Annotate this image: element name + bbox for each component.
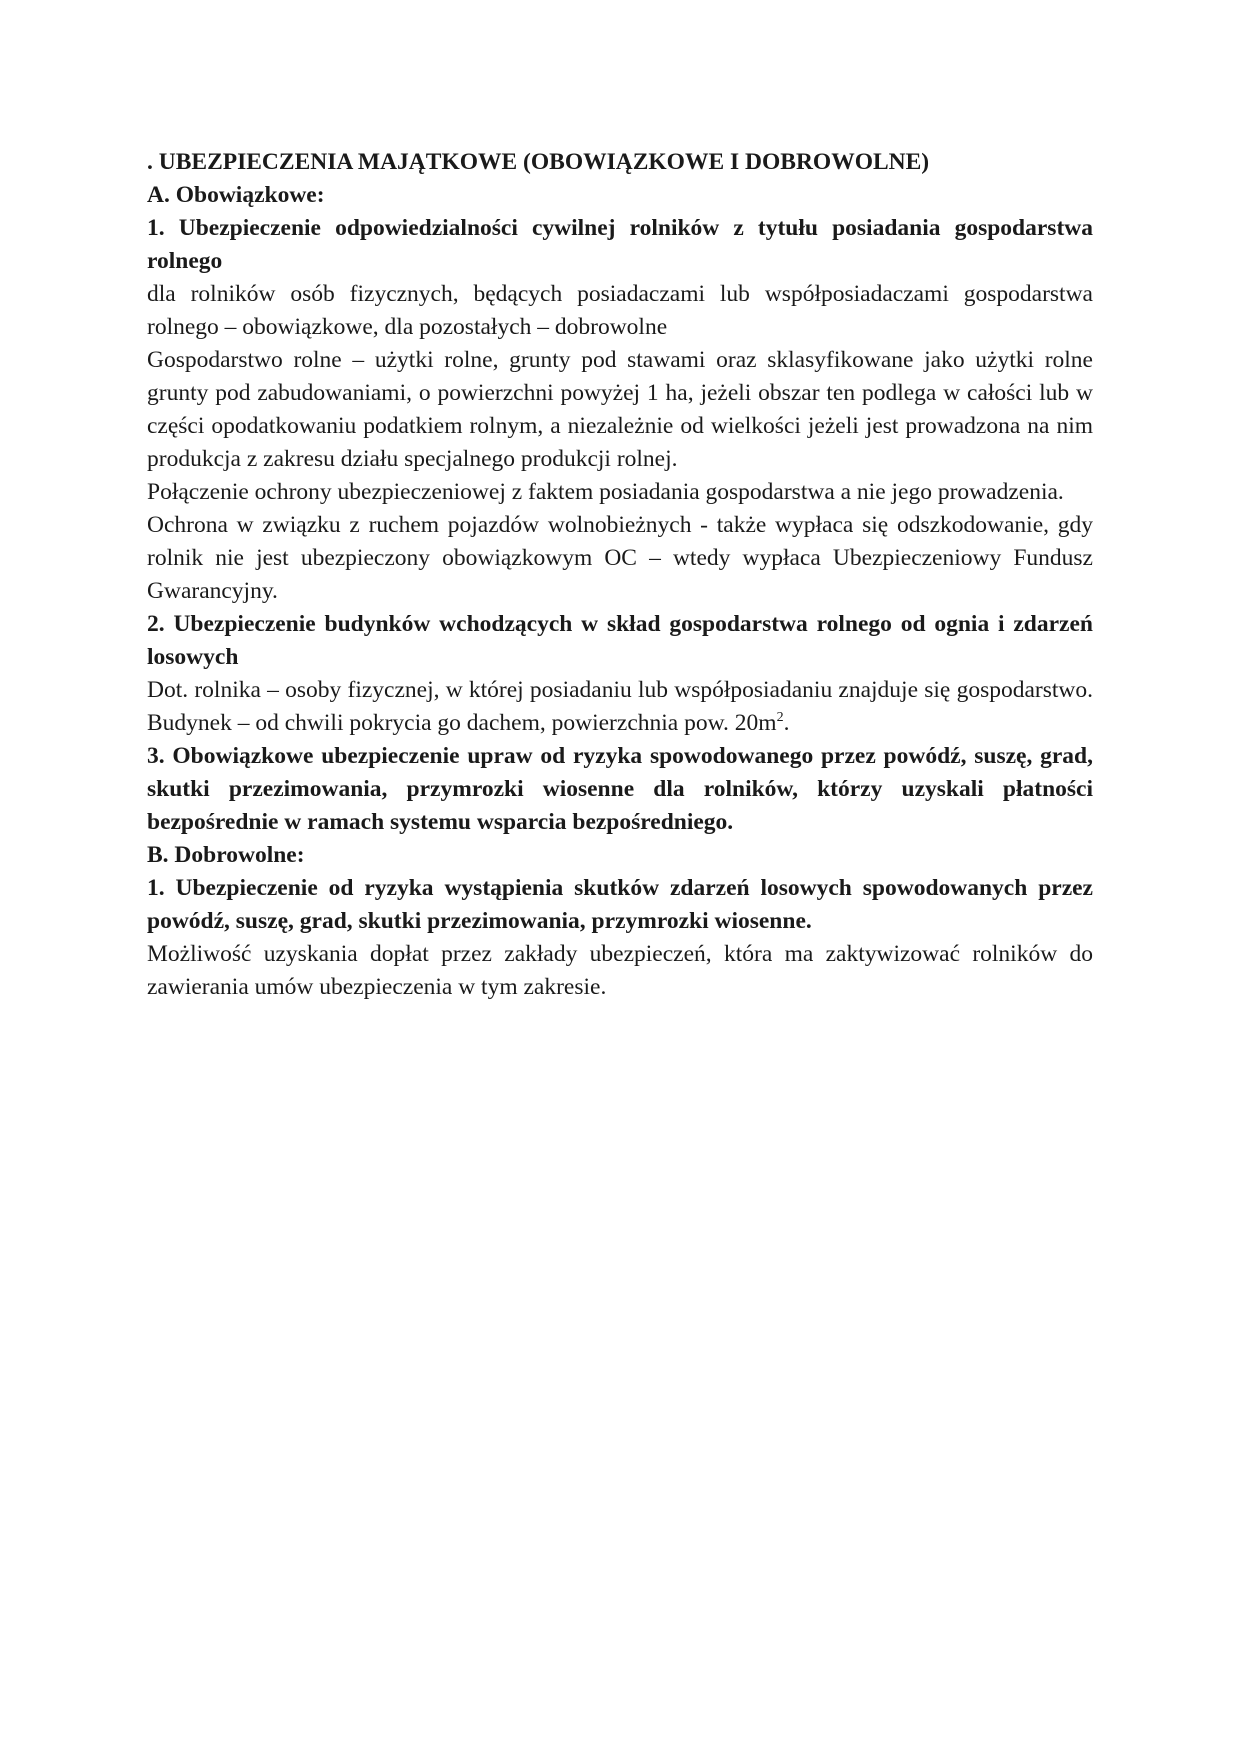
section-a2-paragraph-1-text: Dot. rolnika – osoby fizycznej, w której posiadaniu lub współposiadaniu znajduje się gospodarstwo. Budynek – od chwili pokrycia go dachem, powierzchnia pow. 20m [147, 677, 1093, 736]
section-a3-heading: 3. Obowiązkowe ubezpieczenie upraw od ryzyka spowodowanego przez powódź, suszę, grad, skutki przezimowania, przymrozki wiosenne dla rolników, którzy uzyskali płatności bezpośrednie w ramach systemu wsparcia bezpośredniego. [147, 743, 1093, 835]
document-body [147, 146, 1093, 1004]
section-a2-paragraph-1-end: . [783, 710, 790, 736]
section-a2-paragraph-1 [147, 674, 1093, 740]
section-a1-paragraph-3: Połączenie ochrony ubezpieczeniowej z faktem posiadania gospodarstwa a nie jego prowadzenia. [147, 479, 1064, 505]
section-b1-paragraph-1: Możliwość uzyskania dopłat przez zakłady ubezpieczeń, która ma zaktywizować rolników do zawierania umów ubezpieczenia w tym zakresie. [147, 941, 1093, 1000]
section-b1-heading: 1. Ubezpieczenie od ryzyka wystąpienia skutków zdarzeń losowych spowodowanych przez powódź, suszę, grad, skutki przezimowania, przymrozki wiosenne. [147, 875, 1093, 934]
section-b-heading: B. Dobrowolne: [147, 842, 305, 868]
superscript-2: 2 [776, 710, 784, 726]
section-a1-heading: 1. Ubezpieczenie odpowiedzialności cywilnej rolników z tytułu posiadania gospodarstwa rolnego [147, 215, 1093, 274]
section-a1-paragraph-1: dla rolników osób fizycznych, będących posiadaczami lub współposiadaczami gospodarstwa rolnego – obowiązkowe, dla pozostałych – dobrowolne [147, 281, 1093, 340]
section-a2-heading: 2. Ubezpieczenie budynków wchodzących w skład gospodarstwa rolnego od ognia i zdarzeń losowych [147, 611, 1093, 670]
document-title: . UBEZPIECZENIA MAJĄTKOWE (OBOWIĄZKOWE I DOBROWOLNE) [147, 149, 930, 175]
section-a-heading: A. Obowiązkowe: [147, 182, 325, 208]
section-a1-paragraph-2: Gospodarstwo rolne – użytki rolne, grunty pod stawami oraz sklasyfikowane jako użytki rolne grunty pod zabudowaniami, o powierzchni powyżej 1 ha, jeżeli obszar ten podlega w całości lub w części opodatkowaniu podatkiem rolnym, a niezależnie od wielkości jeżeli jest prowadzona na nim produkcja z zakresu działu specjalnego produkcji rolnej. [147, 347, 1093, 472]
section-a1-paragraph-4: Ochrona w związku z ruchem pojazdów wolnobieżnych - także wypłaca się odszkodowanie, gdy rolnik nie jest ubezpieczony obowiązkowym OC – wtedy wypłaca Ubezpieczeniowy Fundusz Gwarancyjny. [147, 512, 1093, 604]
